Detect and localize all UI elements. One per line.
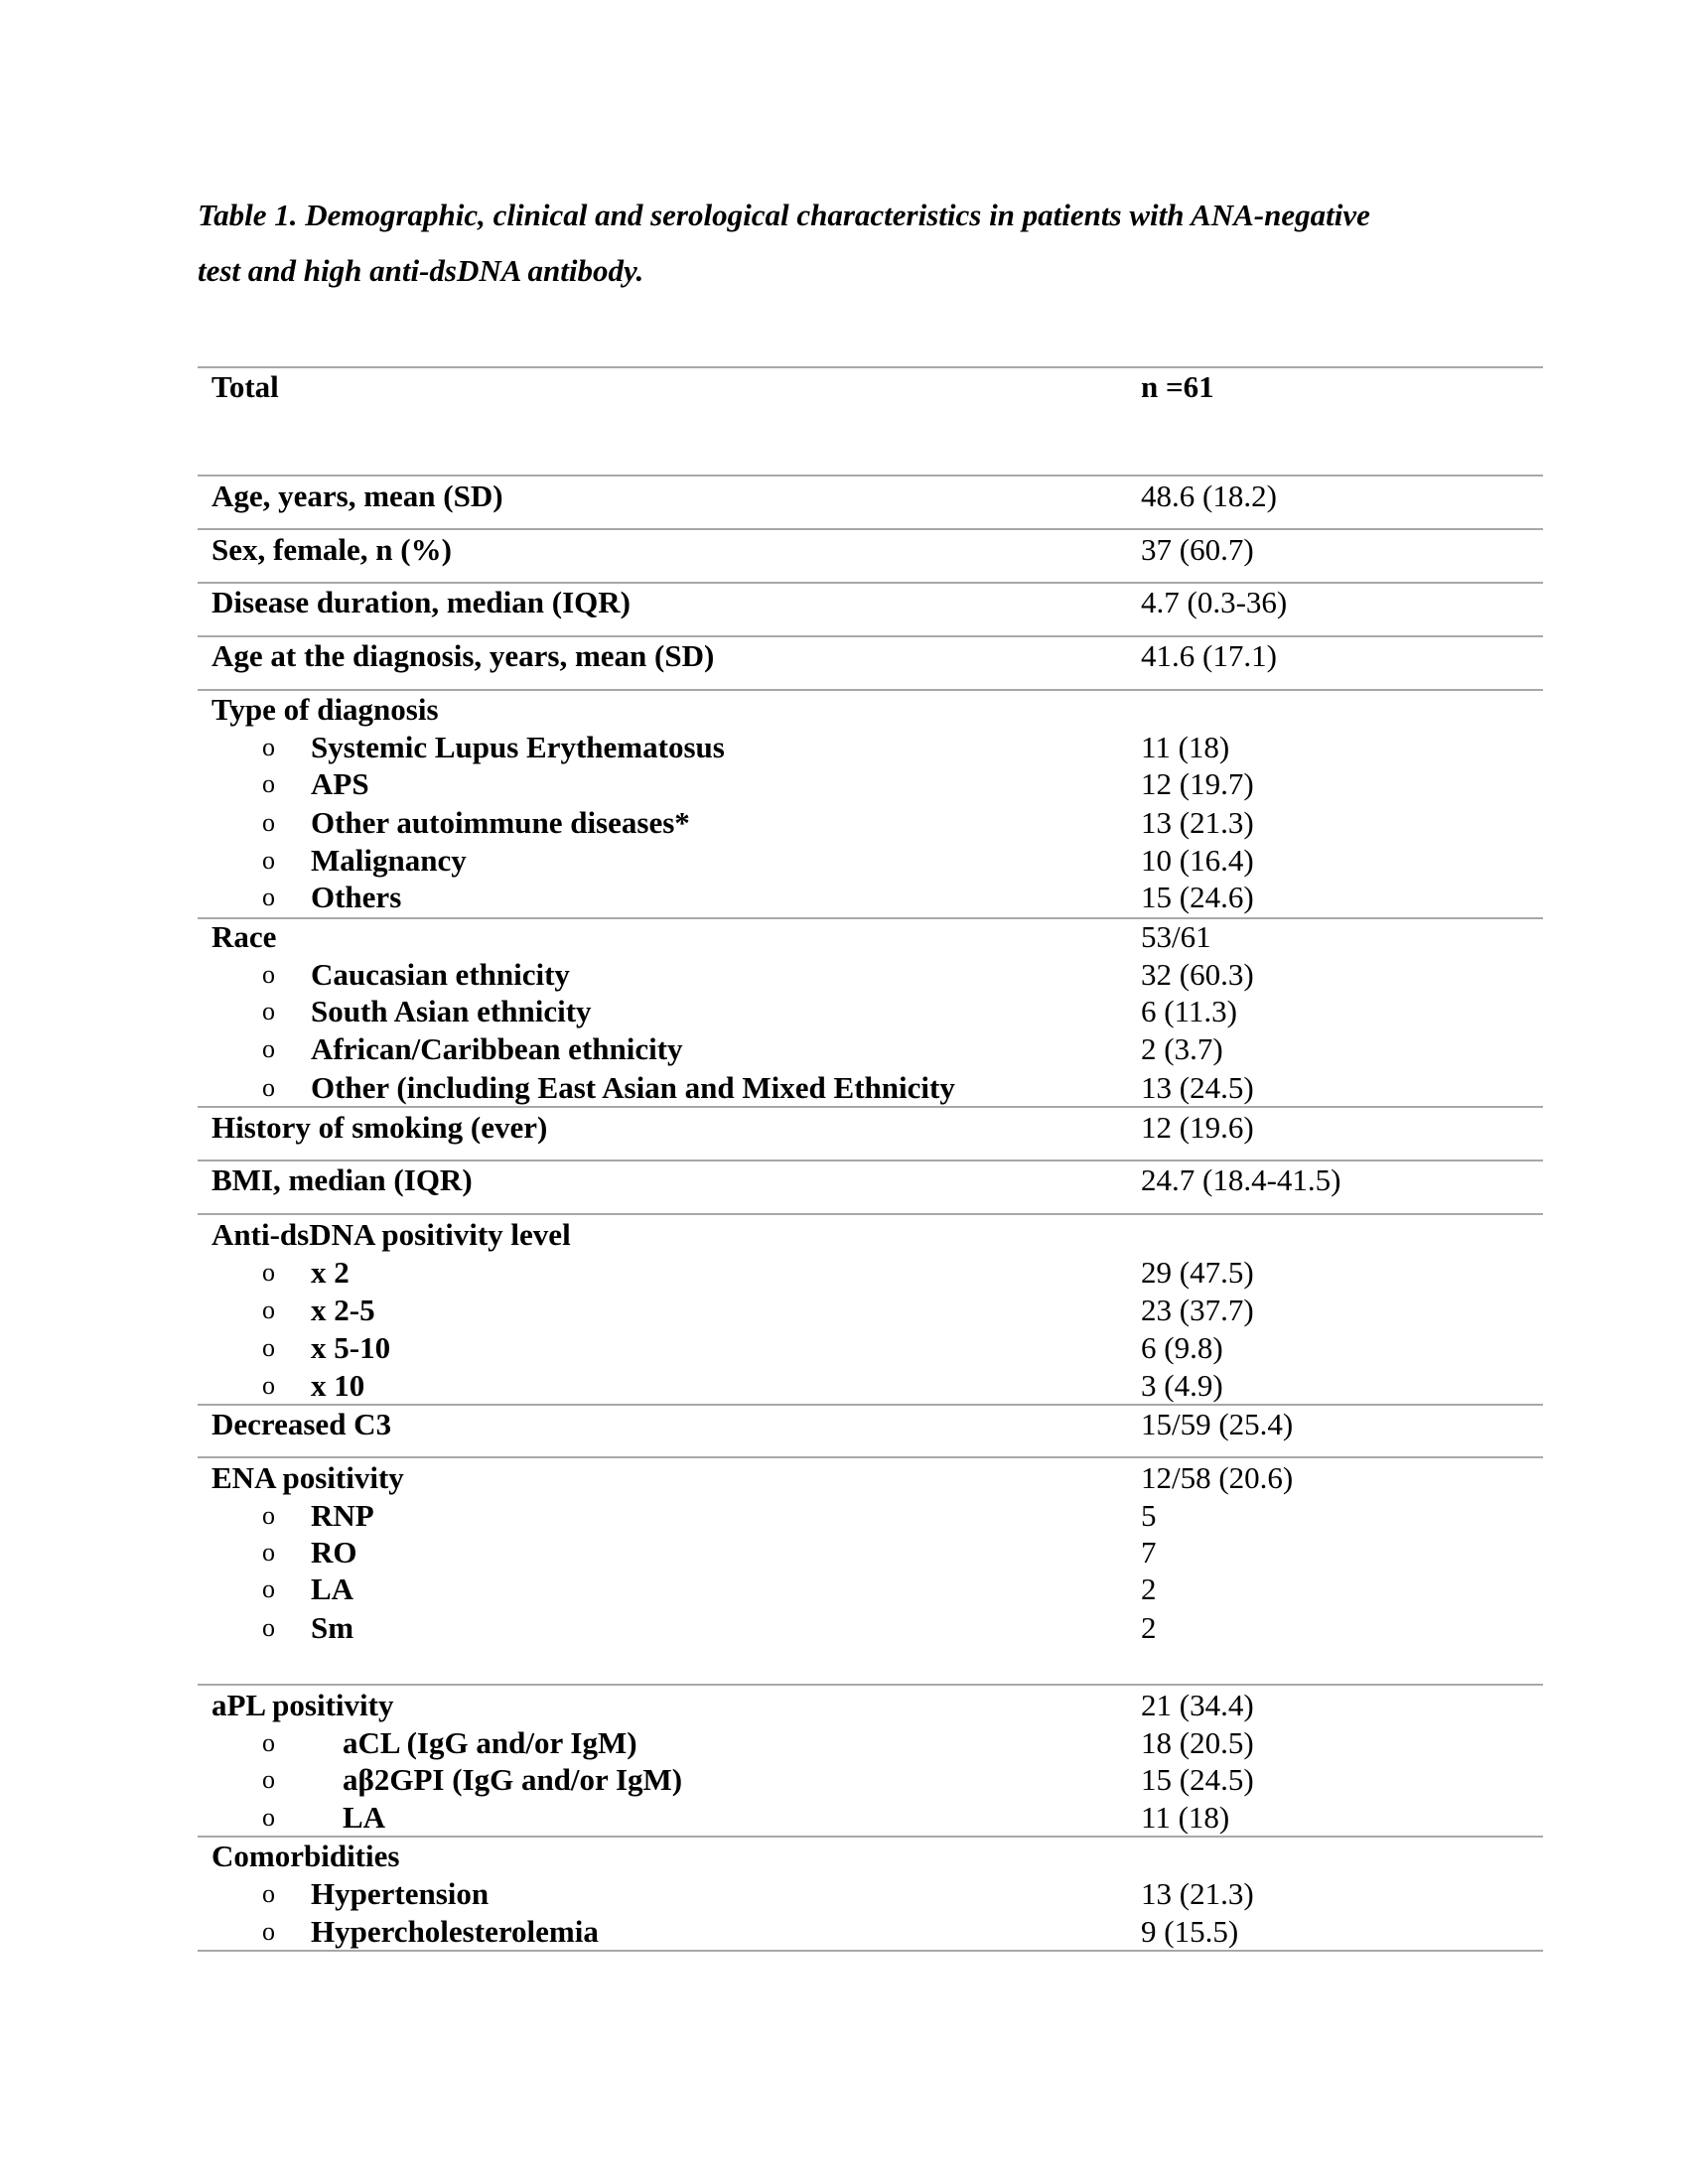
table-row [0, 1292, 1688, 1329]
table-row [0, 956, 1688, 994]
row-value: 12 (19.6) [1141, 1110, 1254, 1145]
table-row [0, 637, 1688, 675]
row-value: 2 [1141, 1571, 1157, 1606]
table-row [0, 1838, 1688, 1875]
table-row [0, 1913, 1688, 1951]
row-label: History of smoking (ever) [211, 1110, 548, 1145]
table-row [0, 691, 1688, 729]
table-row [0, 1109, 1688, 1147]
row-label: Type of diagnosis [211, 692, 439, 727]
bullet-icon: o [262, 1765, 275, 1794]
table-row [0, 531, 1688, 569]
row-label: Other autoimmune diseases* [311, 805, 690, 840]
row-label: Sex, female, n (%) [211, 532, 452, 567]
bullet-icon: o [262, 1803, 275, 1832]
row-value: 29 (47.5) [1141, 1255, 1254, 1290]
row-label: Age at the diagnosis, years, mean (SD) [211, 638, 715, 673]
row-value: 12/58 (20.6) [1141, 1460, 1294, 1495]
table-row [0, 1329, 1688, 1367]
row-value: 15 (24.6) [1141, 880, 1254, 914]
table-rule [198, 1684, 1543, 1686]
table-caption-line-1: Table 1. Demographic, clinical and serological characteristics in patients with ANA-negative [198, 198, 1370, 232]
table-row [0, 729, 1688, 766]
table-row [0, 993, 1688, 1030]
row-label: aCL (IgG and/or IgM) [343, 1725, 637, 1760]
row-label: Sm [311, 1610, 354, 1645]
row-label: Caucasian ethnicity [311, 957, 570, 992]
bullet-icon: o [262, 1296, 275, 1324]
row-label: aPL positivity [211, 1688, 394, 1722]
bullet-icon: o [262, 1574, 275, 1603]
row-value: 2 [1141, 1610, 1157, 1645]
row-label: Total [211, 369, 279, 404]
row-value: 18 (20.5) [1141, 1725, 1254, 1760]
row-value: 12 (19.7) [1141, 766, 1254, 801]
row-value: 48.6 (18.2) [1141, 478, 1277, 513]
bullet-icon: o [262, 1728, 275, 1757]
row-label: aβ2GPI (IgG and/or IgM) [343, 1762, 683, 1797]
bullet-icon: o [262, 1538, 275, 1567]
row-label: South Asian ethnicity [311, 994, 592, 1028]
table-row [0, 1497, 1688, 1535]
row-value: 15 (24.5) [1141, 1762, 1254, 1797]
table-row [0, 1799, 1688, 1837]
row-value: 9 (15.5) [1141, 1914, 1239, 1949]
table-row [0, 584, 1688, 621]
row-value: 13 (24.5) [1141, 1070, 1254, 1105]
table-row [0, 1687, 1688, 1724]
table-row [0, 1875, 1688, 1913]
bullet-icon: o [262, 846, 275, 875]
row-value: 5 [1141, 1498, 1157, 1533]
row-value: 21 (34.4) [1141, 1688, 1254, 1722]
table-row [0, 1570, 1688, 1608]
row-label: x 2-5 [311, 1293, 375, 1327]
table-rule [198, 1213, 1543, 1215]
row-value: 3 (4.9) [1141, 1368, 1223, 1403]
row-value: 6 (9.8) [1141, 1330, 1223, 1365]
table-row [0, 1609, 1688, 1647]
table-caption-line-2: test and high anti-dsDNA antibody. [198, 253, 644, 288]
row-label: LA [311, 1571, 354, 1606]
table-row [0, 879, 1688, 916]
row-label: Race [211, 919, 277, 954]
table-row [0, 842, 1688, 880]
table-row [0, 1030, 1688, 1068]
row-value: n =61 [1141, 369, 1214, 404]
bullet-icon: o [262, 1333, 275, 1362]
row-label: Anti-dsDNA positivity level [211, 1217, 571, 1252]
table-row [0, 1761, 1688, 1799]
row-value: 32 (60.3) [1141, 957, 1254, 992]
row-label: ENA positivity [211, 1460, 404, 1495]
row-label: African/Caribbean ethnicity [311, 1031, 683, 1066]
row-label: Others [311, 880, 402, 914]
bullet-icon: o [262, 1371, 275, 1400]
row-value: 4.7 (0.3-36) [1141, 585, 1288, 619]
row-label: Systemic Lupus Erythematosus [311, 730, 725, 764]
row-label: x 10 [311, 1368, 365, 1403]
row-value: 11 (18) [1141, 730, 1230, 764]
row-value: 13 (21.3) [1141, 1876, 1254, 1911]
bullet-icon: o [262, 883, 275, 911]
bullet-icon: o [262, 960, 275, 989]
table-row [0, 1069, 1688, 1107]
row-label: Other (including East Asian and Mixed Ethnicity [311, 1070, 955, 1105]
bullet-icon: o [262, 1917, 275, 1946]
bullet-icon: o [262, 769, 275, 798]
table-row [0, 1161, 1688, 1199]
row-label: Hypercholesterolemia [311, 1914, 599, 1949]
table-rule [198, 1456, 1543, 1458]
row-value: 13 (21.3) [1141, 805, 1254, 840]
row-label: APS [311, 766, 369, 801]
row-label: Disease duration, median (IQR) [211, 585, 631, 619]
bullet-icon: o [262, 997, 275, 1025]
bullet-icon: o [262, 808, 275, 837]
table-row [0, 1406, 1688, 1443]
row-label: Malignancy [311, 843, 467, 878]
bullet-icon: o [262, 1501, 275, 1530]
row-label: LA [343, 1800, 386, 1835]
table-row [0, 1724, 1688, 1762]
table-rule [198, 475, 1543, 477]
bullet-icon: o [262, 1613, 275, 1642]
row-value: 37 (60.7) [1141, 532, 1254, 567]
bullet-icon: o [262, 1879, 275, 1908]
row-value: 6 (11.3) [1141, 994, 1237, 1028]
table-rule [198, 528, 1543, 530]
table-row [0, 804, 1688, 842]
row-label: Decreased C3 [211, 1407, 392, 1441]
row-value: 7 [1141, 1535, 1157, 1570]
table-row [0, 765, 1688, 803]
row-value: 41.6 (17.1) [1141, 638, 1277, 673]
table-row [0, 1254, 1688, 1292]
row-label: x 2 [311, 1255, 350, 1290]
row-label: RO [311, 1535, 357, 1570]
table-row [0, 368, 1688, 406]
row-value: 15/59 (25.4) [1141, 1407, 1294, 1441]
row-value: 24.7 (18.4-41.5) [1141, 1162, 1341, 1197]
table-row [0, 478, 1688, 515]
bullet-icon: o [262, 1034, 275, 1063]
bullet-icon: o [262, 1258, 275, 1287]
row-value: 10 (16.4) [1141, 843, 1254, 878]
row-label: BMI, median (IQR) [211, 1162, 473, 1197]
row-label: RNP [311, 1498, 374, 1533]
row-value: 23 (37.7) [1141, 1293, 1254, 1327]
row-label: Age, years, mean (SD) [211, 478, 503, 513]
bullet-icon: o [262, 1073, 275, 1102]
row-label: Hypertension [311, 1876, 490, 1911]
row-label: Comorbidities [211, 1839, 400, 1873]
table-row [0, 1367, 1688, 1405]
table-row [0, 1534, 1688, 1571]
row-value: 2 (3.7) [1141, 1031, 1223, 1066]
table-row [0, 918, 1688, 956]
table-row [0, 1216, 1688, 1254]
bullet-icon: o [262, 733, 275, 761]
row-value: 53/61 [1141, 919, 1211, 954]
row-value: 11 (18) [1141, 1800, 1230, 1835]
row-label: x 5-10 [311, 1330, 391, 1365]
table-row [0, 1459, 1688, 1497]
